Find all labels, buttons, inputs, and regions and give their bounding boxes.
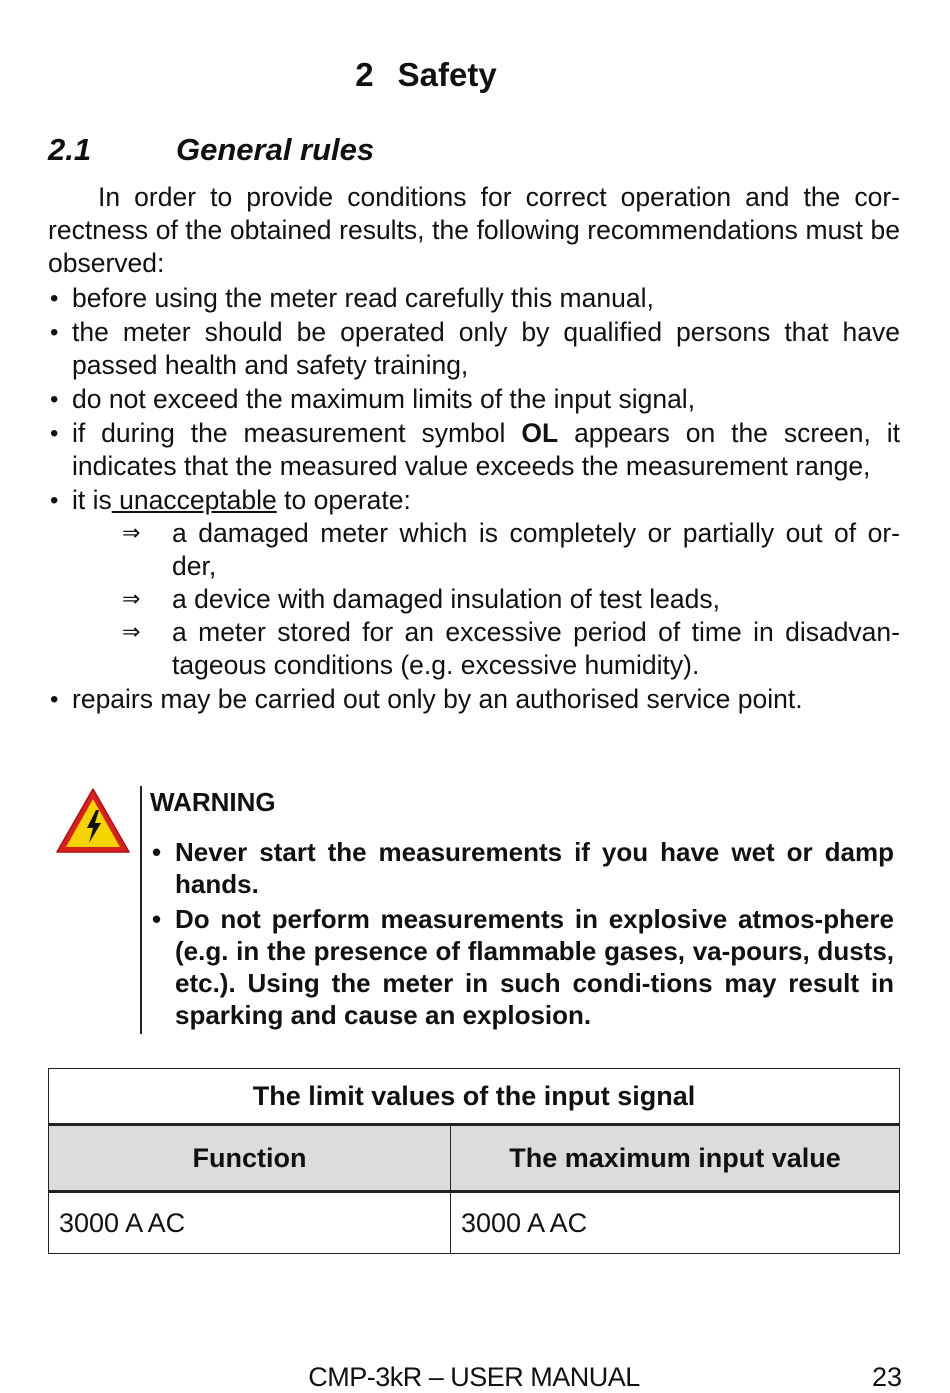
limits-table — [48, 1068, 900, 1254]
header-function: Function — [49, 1125, 451, 1192]
warning-title: WARNING — [150, 787, 276, 817]
intro-paragraph: In order to provide conditions for correct operation and the cor-rectness of the obtained results, the following recommendations must be observed: — [48, 182, 900, 278]
sub-item-text: a device with damaged insulation of test leads, — [172, 584, 720, 614]
rule-text: it is — [72, 485, 112, 515]
ol-symbol: OL — [521, 418, 559, 448]
sub-item — [122, 616, 900, 682]
rule-item — [48, 417, 900, 483]
body-text — [48, 181, 900, 717]
rule-text: appears on the screen, it indicates that the measured value exceeds the measurement range, — [72, 418, 900, 481]
chapter-number: 2 — [355, 56, 374, 93]
rule-text: if during the measurement symbol — [72, 418, 522, 448]
section-number: 2.1 — [48, 132, 92, 167]
warning-item: • Do not perform measurements in explosive atmos-phere (e.g. in the presence of flammable gases, va-pours, dusts, etc.). Using the meter in such condi-tions may result in sparking and cause an explosion. — [150, 903, 894, 1031]
implies-arrow-icon: ⇒ — [122, 521, 141, 546]
implies-arrow-icon: ⇒ — [122, 587, 141, 612]
rule-item: • the meter should be operated only by qualified persons that have passed health and safety training, — [48, 316, 900, 382]
unacceptable-list — [72, 517, 900, 682]
table-row — [49, 1192, 900, 1254]
section-name: General rules — [176, 132, 375, 167]
warning-content — [150, 786, 894, 1034]
implies-arrow-icon: ⇒ — [122, 620, 141, 645]
cell-max-input: 3000 A AC — [451, 1192, 900, 1254]
warning-block — [54, 786, 900, 1034]
sub-item — [122, 583, 900, 616]
page-number: 23 — [871, 1362, 902, 1392]
warning-item: • Never start the measurements if you have wet or damp hands. — [150, 836, 894, 900]
rule-item — [48, 484, 900, 682]
chapter-title — [0, 56, 900, 94]
footer-title: CMP-3kR – USER MANUAL — [308, 1362, 640, 1392]
sub-item — [122, 517, 900, 583]
sub-item-text: a meter stored for an excessive period of time in disadvan-tageous conditions (e.g. excessive humidity). — [172, 617, 900, 680]
section-title — [48, 132, 374, 168]
header-max-input: The maximum input value — [451, 1125, 900, 1192]
rule-item: • before using the meter read carefully this manual, — [48, 282, 900, 315]
chapter-name: Safety — [397, 56, 497, 93]
table-header-row — [49, 1125, 900, 1192]
warning-divider — [140, 786, 142, 1034]
rules-list — [48, 282, 900, 716]
sub-item-text: a damaged meter which is completely or partially out of or-der, — [172, 518, 900, 581]
underlined-word: unacceptable — [111, 485, 277, 515]
warning-list — [150, 836, 894, 1031]
high-voltage-warning-icon — [54, 786, 132, 856]
rule-item: • repairs may be carried out only by an authorised service point. — [48, 683, 900, 716]
table-caption-row — [49, 1069, 900, 1125]
rule-text: to operate: — [276, 485, 411, 515]
table-caption: The limit values of the input signal — [49, 1069, 900, 1125]
rule-item: • do not exceed the maximum limits of the input signal, — [48, 383, 900, 416]
cell-function: 3000 A AC — [49, 1192, 451, 1254]
